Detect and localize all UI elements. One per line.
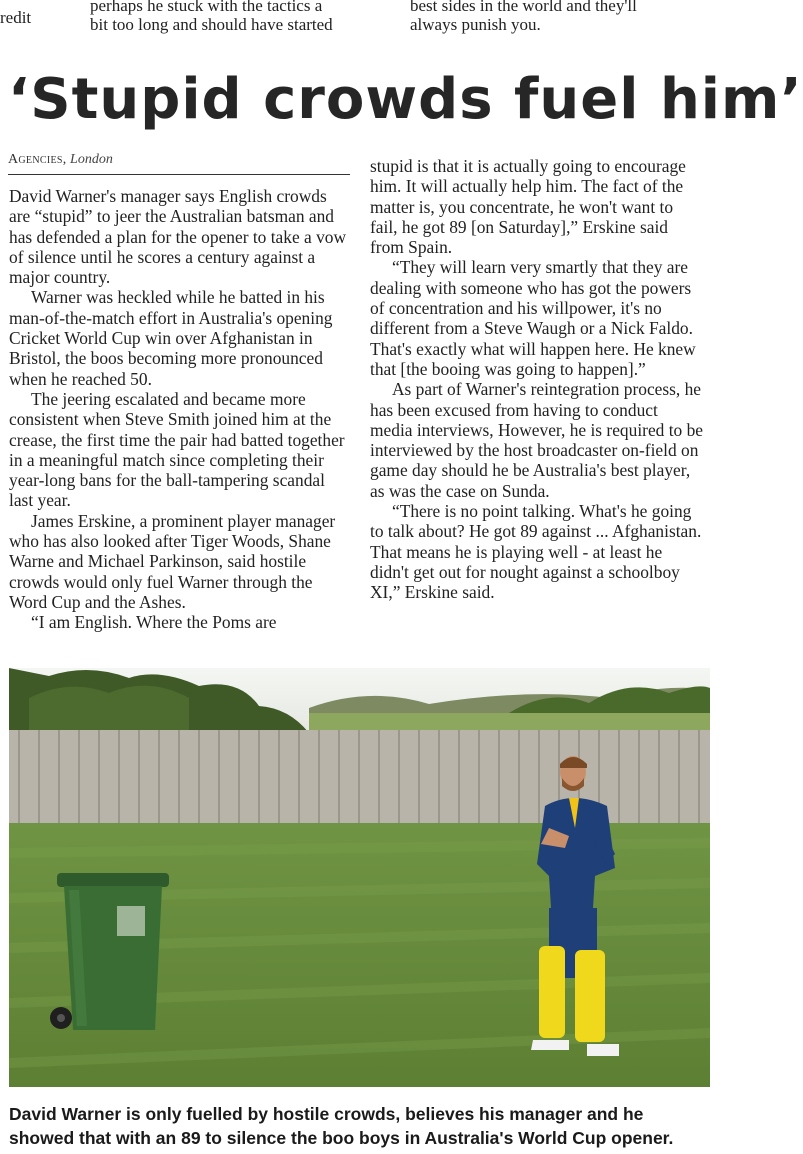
article-paragraph: As part of Warner's reintegration process, he has been excused from having to conduct media interviews, However, he is required to be interviewed by the host broadcaster on-field on game day should he be Australia's best player, as was the case on Sunda. bbox=[370, 379, 703, 501]
cricket-field-photo bbox=[9, 668, 710, 1087]
previous-article-line: perhaps he stuck with the tactics a bbox=[90, 0, 323, 15]
article-paragraph: stupid is that it is actually going to encourage him. It will actually help him. The fact of the matter is, you concentrate, he won't want to fail, he got 89 [on Saturday],” Erskine said from Spain. bbox=[370, 156, 686, 258]
previous-article-line: best sides in the world and they'll bbox=[410, 0, 637, 15]
article-paragraph: James Erskine, a prominent player manager who has also looked after Tiger Woods, Shane Warne and Michael Parkinson, said hostile crowds would only fuel Warner through the Word Cup and the Ashes. bbox=[9, 510, 336, 612]
byline bbox=[8, 150, 350, 175]
byline-location: London bbox=[70, 152, 113, 167]
previous-article-fragment: redit bbox=[0, 8, 32, 27]
article-column-left bbox=[9, 186, 349, 633]
previous-article-line: bit too long and should have started bbox=[90, 15, 333, 34]
article-paragraph: Warner was heckled while he batted in his man-of-the-match effort in Australia's opening Cricket World Cup win over Afghanistan in Bristol, the boos becoming more pronounced when he reached 50. bbox=[9, 287, 333, 389]
previous-article-line: always punish you. bbox=[410, 15, 541, 34]
article-paragraph: “They will learn very smartly that they are dealing with someone who has got the powers of concentration and his willpower, it's no different from a Steve Waugh or a Nick Faldo. That's exactly what will happen here. He knew that [the booing was going to happen].” bbox=[370, 257, 696, 379]
article-paragraph: “There is no point talking. What's he going to talk about? He got 89 against ... Afghanistan. That means he is playing well - at least he didn't get out for nought against a schoolboy XI,” Erskine said. bbox=[370, 501, 702, 603]
article-photo bbox=[9, 668, 710, 1087]
headline: ‘Stupid crowds fuel him’ bbox=[8, 67, 803, 132]
article-paragraph: “I am English. Where the Poms are bbox=[31, 612, 277, 633]
article-paragraph: David Warner's manager says English crowds are “stupid” to jeer the Australian batsman and has defended a plan for the opener to take a vow of silence until he scores a century against a major country. bbox=[9, 186, 347, 288]
article-paragraph: The jeering escalated and became more consistent when Steve Smith joined him at the crease, the first time the pair had batted together in a meaningful match since completing their year-long bans for the ball-tampering scandal last year. bbox=[9, 388, 345, 511]
photo-caption: David Warner is only fuelled by hostile crowds, believes his manager and he showed that with an 89 to silence the boo boys in Australia's World Cup opener. bbox=[9, 1104, 674, 1148]
article-column-right bbox=[370, 156, 704, 603]
byline-agency: Agencies, bbox=[8, 152, 67, 167]
